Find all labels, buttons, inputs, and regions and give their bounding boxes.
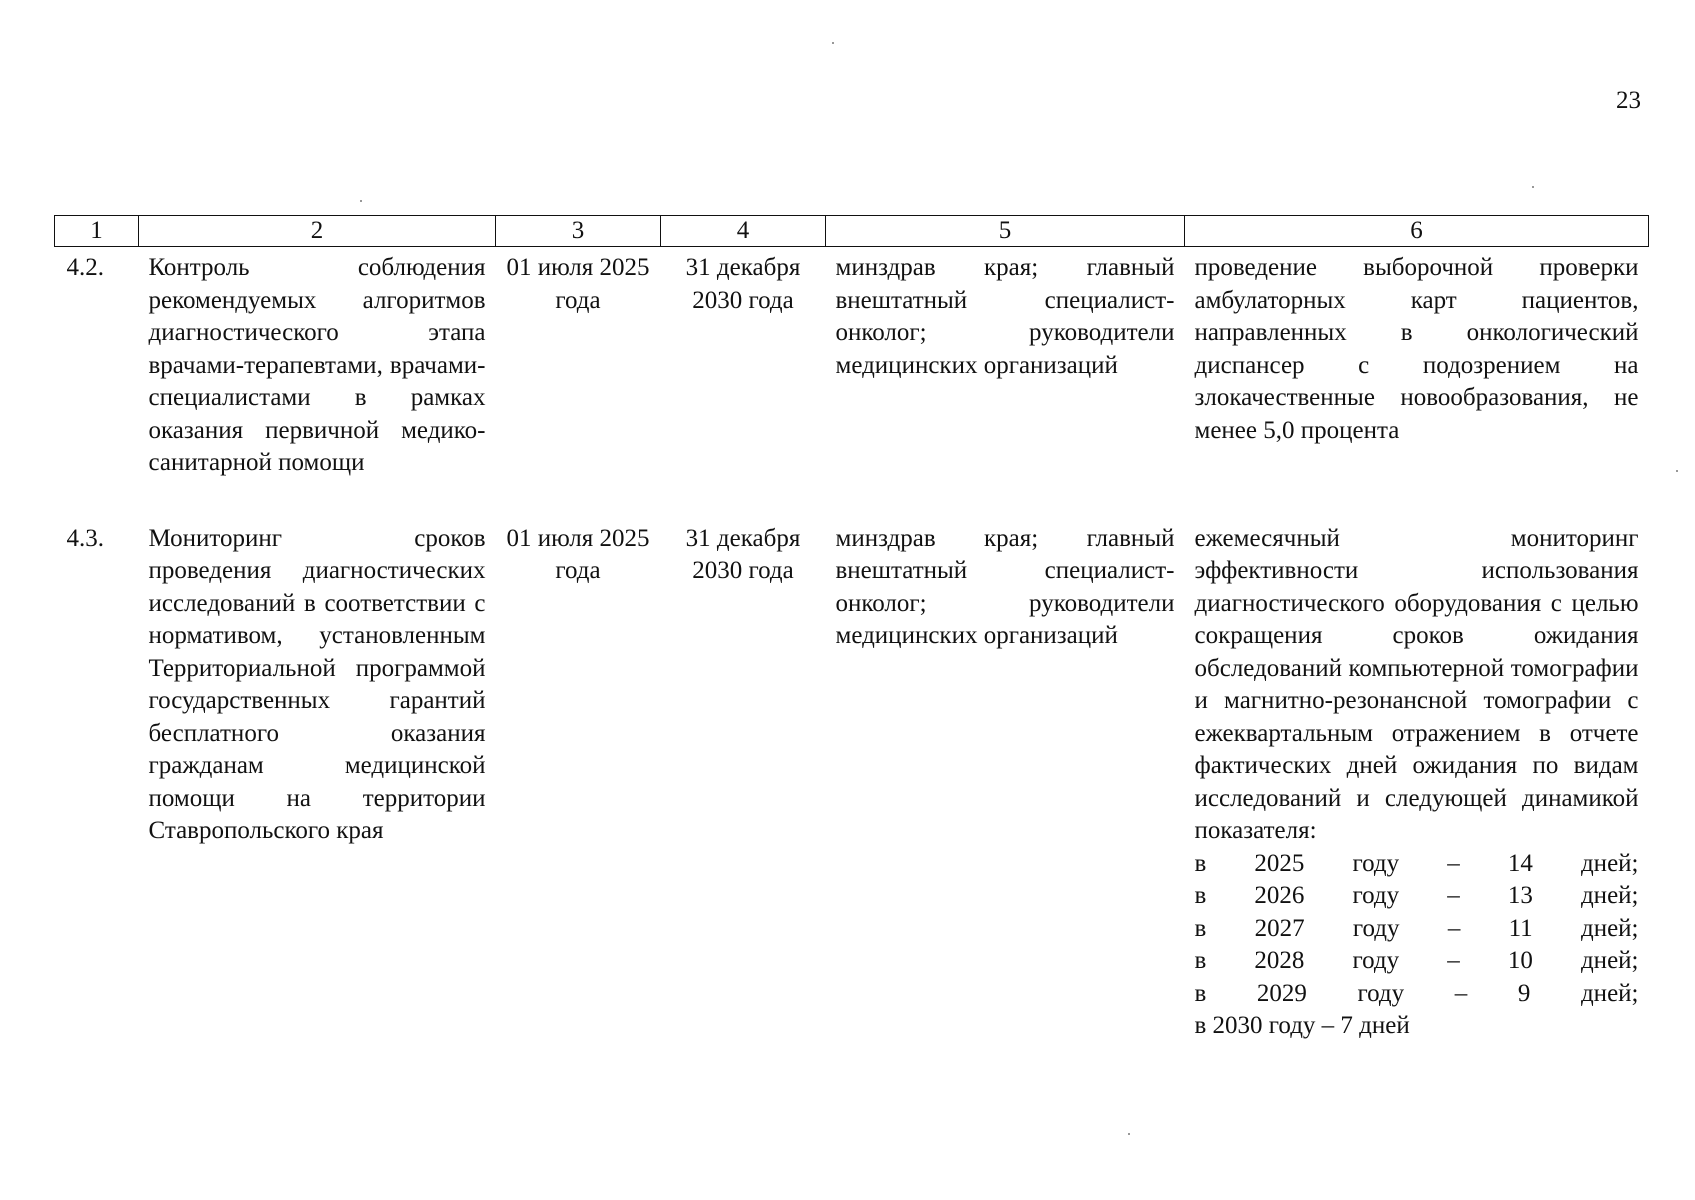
scan-speck — [360, 200, 362, 202]
dynamics-line: в 2029 году – 9 дней; — [1194, 979, 1639, 1007]
dynamics-line: в 2028 году – 10 дней; — [1194, 947, 1639, 974]
table-row — [55, 247, 1649, 480]
result-cell — [1185, 518, 1649, 1043]
responsible-cell: минздрав края; главный внештатный специалист-онколог; руководители медицинских организаций — [835, 254, 1175, 379]
row-number: 4.2. — [66, 254, 104, 281]
dynamics-line: в 2027 году – 11 дней; — [1194, 914, 1639, 942]
responsible-cell: минздрав края; главный внештатный специалист-онколог; руководители медицинских организаций — [835, 524, 1175, 649]
dynamics-line: в 2026 году – 13 дней; — [1194, 882, 1639, 909]
table-row — [55, 518, 1649, 1043]
dynamics-line: в 2025 году – 14 дней; — [1194, 849, 1639, 877]
scan-speck — [1128, 1133, 1130, 1135]
table-header — [55, 216, 1649, 247]
column-header-4: 4 — [661, 216, 826, 247]
scan-speck — [1532, 186, 1534, 188]
result-text: ежемесячный мониторинг эффективности использования диагностического оборудования с целью сокращения сроков ожидания обследований компьютерной томографии и магнитно-резонансной томографии с ежеквартальным отражением в отчете фактических дней ожидания по видам исследований и следующей динамикой показателя: — [1194, 524, 1639, 844]
dynamics-line: в 2030 году – 7 дней — [1194, 1012, 1410, 1039]
measures-table — [54, 215, 1649, 1043]
column-header-1: 1 — [55, 216, 139, 247]
column-header-3: 3 — [496, 216, 661, 247]
activity-cell: Контроль соблюдения рекомендуемых алгоритмов диагностического этапа врачами-терапевтами, врачами-специалистами в рамках оказания первичной медико-санитарной помощи — [148, 254, 486, 476]
scan-speck — [832, 42, 834, 44]
row-number: 4.3. — [66, 524, 104, 552]
column-header-5: 5 — [826, 216, 1185, 247]
column-header-2: 2 — [139, 216, 496, 247]
row-spacer — [55, 480, 1649, 518]
end-date-cell: 31 декабря 2030 года — [685, 524, 801, 584]
column-header-6: 6 — [1185, 216, 1649, 247]
page-number: 23 — [1616, 87, 1641, 114]
activity-cell: Мониторинг сроков проведения диагностических исследований в соответствии с нормативом, установленным Территориальной программой государственных гарантий бесплатного оказания гражданам медицинской помощи на территории Ставропольского края — [148, 524, 486, 844]
end-date-cell: 31 декабря 2030 года — [685, 254, 801, 314]
result-cell: проведение выборочной проверки амбулаторных карт пациентов, направленных в онкологический диспансер с подозрением на злокачественные новообразования, не менее 5,0 процента — [1194, 254, 1639, 444]
scan-speck — [1676, 470, 1678, 472]
start-date-cell: 01 июля 2025 года — [506, 254, 650, 314]
start-date-cell: 01 июля 2025 года — [506, 524, 650, 584]
header-row — [55, 216, 1649, 247]
